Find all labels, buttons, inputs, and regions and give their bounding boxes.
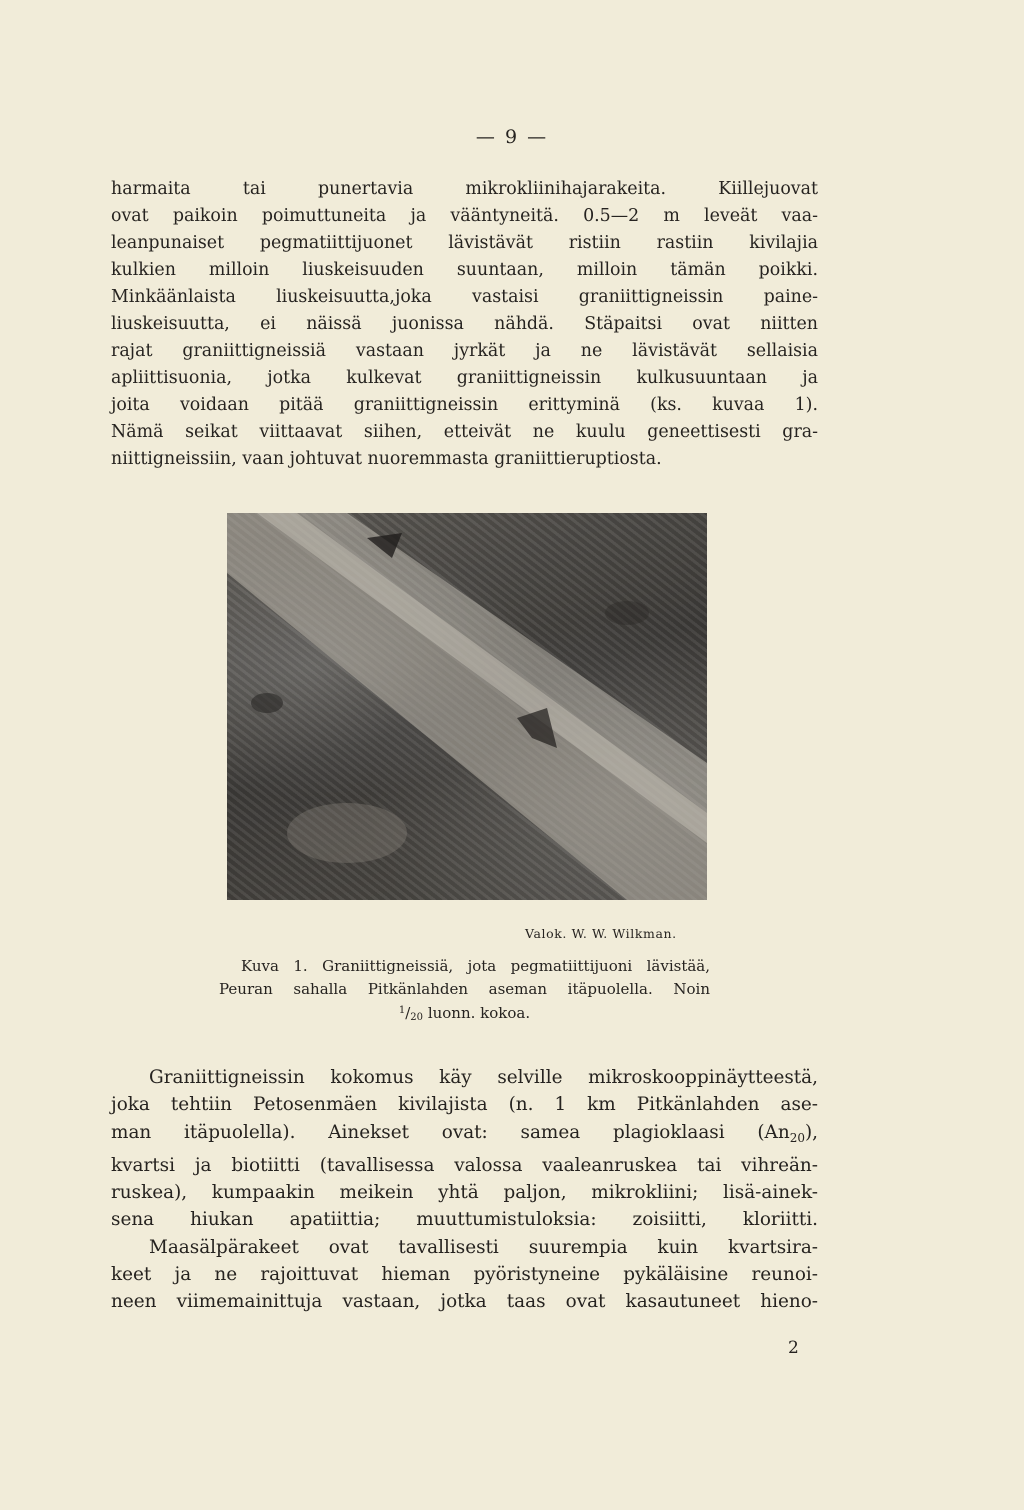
text-line: joka tehtiin Petosenmäen kivilajista (n. 1 km Pitkänlahden ase- [111,1094,818,1116]
caption-line: Kuva 1. Graniittigneissiä, jota pegmatiittijuoni lävistää, [241,957,710,975]
text-line: neen viimemainittuja vastaan, jotka taas ovat kasautuneet hieno- [111,1291,818,1313]
caption-text: luonn. kokoa. [427,1004,531,1022]
text-line: leanpunaiset pegmatiittijuonet lävistävät ristiin rastiin kivilajia [111,233,818,253]
figure-caption [219,955,710,1030]
text-line: keet ja ne rajoittuvat hieman pyöristyneine pykäläisine reunoi- [111,1264,818,1286]
text-line: ovat paikoin poimuttuneita ja vääntyneitä. 0.5—2 m leveät vaa- [111,206,818,226]
text-line: niittigneissiin, vaan johtuvat nuoremmasta graniittieruptiosta. [111,449,662,469]
text-line: Graniittigneissin kokomus käy selville mikroskooppinäytteestä, [149,1067,818,1088]
paragraph-2 [111,1064,818,1316]
photo-credit: Valok. W. W. Wilkman. [525,926,677,941]
text-line: rajat graniittigneissiä vastaan jyrkät ja ne lävistävät sellaisia [111,341,818,361]
text-line [111,1119,818,1152]
text-line: kulkien milloin liuskeisuuden suuntaan, milloin tämän poikki. [111,260,818,280]
fraction-denominator: 20 [410,1012,424,1023]
photo-texture [227,513,707,900]
text-line: liuskeisuutta, ei näissä juonissa nähdä. Stäpaitsi ovat niitten [111,314,818,334]
signature-mark: 2 [788,1338,799,1358]
page-number: — 9 — [475,126,549,148]
subscript: 20 [789,1130,805,1145]
text-line: ruskea), kumpaakin meikein yhtä paljon, mikrokliini; lisä-ainek- [111,1182,818,1204]
caption-line: Peuran sahalla Pitkänlahden aseman itäpuolella. Noin [219,979,710,998]
text-line: Minkäänlaista liuskeisuutta,joka vastaisi graniittigneissin paine- [111,287,818,307]
paragraph-1 [111,176,818,473]
text-line: Maasälpärakeet ovat tavallisesti suurempia kuin kvartsira- [149,1236,818,1258]
text-line: sena hiukan apatiittia; muuttumistuloksia: zoisiitti, kloriitti. [111,1209,818,1231]
text-line: harmaita tai punertavia mikrokliinihajarakeita. Kiillejuovat [111,179,818,199]
text-line: apliittisuonia, jotka kulkevat graniittigneissin kulkusuuntaan ja [111,368,818,388]
fraction-numerator: 1 [398,1005,406,1016]
text-line: joita voidaan pitää graniittigneissin erittyminä (ks. kuvaa 1). [111,395,818,415]
rock-photograph [227,513,707,900]
text-segment: man itäpuolella). Ainekset ovat: samea plagioklaasi (An [111,1121,790,1143]
text-segment: ), [804,1121,818,1143]
caption-line: $^1$/20 luonn. kokoa. [398,1004,531,1023]
text-line: kvartsi ja biotiitti (tavallisessa valossa vaaleanruskea tai vihreän- [111,1154,818,1176]
text-line: Nämä seikat viittaavat siihen, etteivät ne kuulu geneettisesti gra- [111,422,818,442]
